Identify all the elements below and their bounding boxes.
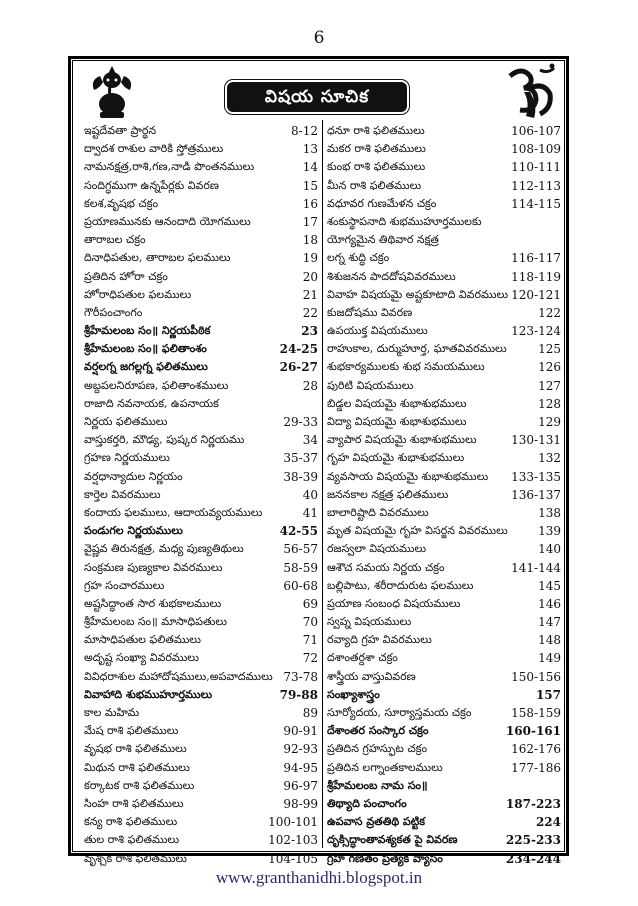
toc-entry-pages: 128	[538, 396, 561, 411]
toc-entry-title: మకర రాశి ఫలితములు	[327, 142, 426, 156]
toc-entry-title: కన్య రాశి ఫలితములు	[84, 815, 178, 829]
toc-entry-title: గౌరీపంచాంగం	[84, 305, 143, 319]
toc-entry	[327, 740, 561, 758]
toc-entry-pages: 224	[535, 815, 561, 830]
toc-entry	[327, 268, 561, 286]
toc-entry-pages: 122	[538, 305, 561, 320]
toc-entry	[84, 850, 318, 868]
toc-entry-title: శ్రీహేమలంబ సం॥ నిర్ణయపీఠిక	[84, 324, 211, 338]
toc-entry-pages: 18	[302, 233, 318, 248]
toc-entry	[84, 322, 318, 340]
toc-entry-title: వ్యాపార విషయమై శుభాశుభములు	[327, 433, 477, 447]
toc-entry-pages: 28	[302, 378, 318, 393]
toc-entry-pages: 145	[538, 578, 561, 593]
toc-entry-title: వర్షలగ్న జగల్లగ్న ఫలితములు	[84, 360, 208, 374]
toc-entry	[327, 722, 561, 740]
toc-entry-title: రాజాది నవనాయక, ఉపనాయక	[84, 396, 219, 410]
toc-entry-title: ద్వాదశ రాశుల వారికి స్తోత్రములు	[84, 142, 224, 156]
toc-entry-pages: 98-99	[283, 796, 318, 811]
toc-entry-title: రవ్యాది గ్రహ వివరములు	[327, 633, 432, 647]
toc-entry-pages: 177-186	[511, 760, 561, 775]
toc-entry	[84, 195, 318, 213]
toc-entry-pages: 8-12	[291, 124, 318, 138]
toc-entry-title: వాస్తుకర్తరి, మౌఢ్య, పుష్కర నిర్ణయము	[84, 433, 245, 447]
toc-entry	[84, 813, 318, 831]
toc-entry	[327, 777, 561, 795]
toc-entry-pages: 42-55	[279, 524, 318, 539]
toc-entry-pages: 60-68	[283, 578, 318, 593]
toc-entry	[84, 613, 318, 631]
toc-entry-pages: 41	[302, 505, 318, 520]
toc-entry-title: మృత విషయమై గృహ విసర్జన వివరములు	[327, 524, 508, 538]
toc-entry-pages: 40	[302, 487, 318, 502]
toc-entry	[327, 195, 561, 213]
toc-entry	[327, 759, 561, 777]
toc-entry-pages: 13	[302, 142, 318, 157]
toc-entry-title: శ్రీహేమలంబ నామ సం॥	[327, 778, 428, 792]
toc-entry-pages: 146	[538, 596, 561, 611]
toc-entry-pages: 147	[538, 615, 561, 630]
toc-entry-pages: 58-59	[283, 560, 318, 575]
toc-entry	[84, 177, 318, 195]
toc-entry-title: దృక్సిద్ధాంతావశ్యకత పై వివరణ	[327, 833, 458, 847]
om-icon	[500, 62, 560, 124]
toc-entry-pages: 140	[538, 542, 561, 557]
toc-entry-pages: 104-105	[268, 851, 318, 866]
toc-entry	[327, 158, 561, 176]
toc-entry-pages: 14	[302, 160, 318, 175]
toc-entry	[327, 468, 561, 486]
toc-entry-pages: 234-244	[505, 851, 561, 866]
toc-entry-pages: 118-119	[511, 269, 561, 284]
toc-entry-pages: 110-111	[511, 160, 561, 175]
toc-entry	[327, 486, 561, 504]
toc-entry-title: అదృష్ట సంఖ్యా వివరములు	[84, 651, 199, 665]
toc-entry-pages: 56-57	[283, 542, 318, 557]
toc-entry-pages: 90-91	[283, 724, 318, 739]
toc-entry-title: తుల రాశి ఫలితములు	[84, 833, 180, 847]
toc-entry-title: సూర్యోదయ, సూర్యాస్తమయ చక్రం	[327, 706, 472, 719]
toc-entry	[84, 395, 318, 413]
toc-entry	[84, 722, 318, 740]
toc-entry	[84, 122, 318, 140]
toc-entry	[327, 377, 561, 395]
ganesha-icon	[86, 64, 138, 120]
toc-entry	[84, 740, 318, 758]
toc-entry-pages: 160-161	[505, 724, 561, 739]
toc-entry-title: కార్తెల వివరములు	[84, 487, 161, 501]
toc-entry-title: దేశాంతర సంస్కార చక్రం	[327, 724, 429, 738]
toc-entry-pages: 102-103	[268, 833, 318, 848]
toc-entry-pages: 79-88	[279, 687, 318, 702]
toc-entry	[327, 850, 561, 868]
toc-entry-title: నామనక్షత్ర,రాశి,గణ,నాడి పొంతనములు	[84, 160, 255, 174]
toc-entry-pages: 112-113	[511, 178, 561, 193]
toc-entry	[84, 449, 318, 467]
toc-entry-title: దినాధిపతుల, తారాబల ఫలములు	[84, 251, 231, 265]
toc-entry-pages: 138	[538, 505, 561, 520]
toc-entry-pages: 71	[302, 633, 318, 648]
toc-entry-pages: 73-78	[283, 669, 318, 684]
toc-entry-pages: 70	[302, 615, 318, 630]
toc-entry-title: గృహ విషయమై శుభాశుభములు	[327, 451, 465, 465]
toc-entry-pages: 125	[538, 342, 561, 357]
toc-entry-title: పండుగల నిర్ణయములు	[84, 524, 183, 538]
toc-entry-title: ప్రయాణమునకు ఆనందాది యోగములు	[84, 214, 251, 228]
toc-entry	[84, 286, 318, 304]
toc-entry	[84, 577, 318, 595]
toc-entry-pages: 158-159	[511, 706, 561, 720]
toc-entry-title: కలశ,వృషభ చక్రం	[84, 196, 159, 210]
toc-entry-title: ప్రతిదిన హోరా చక్రం	[84, 269, 168, 283]
toc-entry-title: సింహ రాశి ఫలితములు	[84, 796, 184, 810]
toc-entry	[84, 249, 318, 267]
toc-entry-pages: 16	[302, 196, 318, 211]
toc-entry-title: మీన రాశి ఫలితములు	[327, 178, 422, 192]
toc-entry	[84, 668, 318, 686]
toc-entry-title: కాల మహిమ	[84, 706, 140, 719]
toc-entry	[84, 140, 318, 158]
toc-entry-pages: 123-124	[511, 324, 561, 339]
toc-entry	[84, 486, 318, 504]
toc-entry-title: తారాబల చక్రం	[84, 233, 146, 247]
toc-entry-title: కుంభ రాశి ఫలితములు	[327, 160, 426, 174]
toc-entry	[327, 595, 561, 613]
toc-entry	[84, 340, 318, 358]
toc-entry-title: శిశుజనన పాదదోషవివరములు	[327, 269, 456, 283]
toc-entry-pages: 17	[302, 214, 318, 229]
toc-entry-title: విద్యా విషయమై శుభాశుభములు	[327, 415, 467, 428]
toc-entry-title: వర్షధాన్యాదుల నిర్ణయం	[84, 469, 183, 483]
toc-entry-pages: 116-117	[511, 251, 561, 266]
toc-entry	[327, 631, 561, 649]
toc-entry-title: గ్రహణ నిర్ణయములు	[84, 451, 170, 465]
toc-entry-pages: 108-109	[511, 142, 561, 157]
toc-entry-title: వివాహాది శుభముహూర్తములు	[84, 687, 213, 701]
toc-entry-title: సంఖ్యాశాస్త్రం	[327, 687, 380, 701]
toc-entry-pages: 132	[538, 451, 561, 466]
toc-entry	[84, 831, 318, 849]
toc-entry	[327, 122, 561, 140]
toc-left-column	[84, 122, 318, 868]
toc-entry	[327, 559, 561, 577]
toc-entry	[327, 340, 561, 358]
toc-entry-pages: 38-39	[283, 469, 318, 484]
toc-entry-title: యోగ్యమైన తిథివార నక్షత్ర	[327, 233, 439, 247]
toc-entry-title: రజస్వలా విషయములు	[327, 542, 427, 556]
toc-entry-pages: 89	[302, 706, 318, 720]
toc-entry-title: కర్కాటక రాశి ఫలితములు	[84, 778, 195, 792]
toc-entry	[327, 177, 561, 195]
toc-entry	[84, 595, 318, 613]
toc-entry-pages: 94-95	[283, 760, 318, 775]
footer-url: www.granthanidhi.blogspot.in	[215, 868, 423, 887]
toc-entry	[327, 613, 561, 631]
toc-entry	[327, 395, 561, 413]
toc-entry	[327, 449, 561, 467]
toc-entry	[327, 140, 561, 158]
toc-entry-pages: 120-121	[511, 287, 561, 302]
toc-entry-pages: 23	[301, 324, 318, 339]
toc-entry	[327, 304, 561, 322]
toc-entry-title: హోరాధిపతుల ఫలములు	[84, 287, 192, 301]
toc-entry	[327, 213, 561, 231]
toc-entry-title: శంకుస్థాపనాది శుభముహూర్తములకు	[327, 214, 482, 228]
toc-entry-pages: 106-107	[511, 124, 561, 138]
toc-entry-pages: 139	[538, 524, 561, 539]
toc-entry-title: సందిగ్ధముగా ఉన్నపేర్లకు వివరణ	[84, 178, 219, 192]
toc-entry-title: వివాహ విషయమై అష్టకూటాది వివరములు	[327, 287, 509, 301]
toc-entry-pages: 162-176	[511, 742, 561, 757]
toc-entry	[84, 468, 318, 486]
toc-entry	[84, 795, 318, 813]
toc-entry-title: కందాయ ఫలములు, ఆదాయవ్యయములు	[84, 505, 263, 519]
toc-entry-title: మిథున రాశి ఫలితములు	[84, 760, 190, 774]
toc-entry-pages: 26-27	[279, 360, 318, 375]
toc-entry-pages: 19	[302, 251, 318, 266]
toc-entry-pages: 130-131	[511, 433, 561, 448]
toc-entry	[84, 686, 318, 704]
toc-entry-title: ఉపవాస వ్రతతిథి పట్టిక	[327, 815, 425, 829]
toc-entry-title: బాలారిష్టాది వివరములు	[327, 505, 429, 519]
toc-entry-pages: 15	[302, 178, 318, 193]
toc-entry	[84, 559, 318, 577]
toc-entry	[84, 777, 318, 795]
page-title: విషయ సూచిక	[227, 82, 407, 112]
toc-entry-pages: 92-93	[283, 742, 318, 757]
toc-entry-title: కుజదోషము వివరణ	[327, 305, 413, 319]
toc-entry	[327, 249, 561, 267]
toc-entry	[327, 358, 561, 376]
toc-entry-pages: 34	[302, 433, 318, 448]
toc-entry-pages: 148	[538, 633, 561, 648]
toc-entry-title: ప్రయాణ సంబంధ విషయములు	[327, 596, 461, 610]
toc-entry-title: మేష రాశి ఫలితములు	[84, 724, 179, 738]
toc-entry	[84, 504, 318, 522]
toc-entry-pages: 225-233	[505, 833, 561, 848]
toc-entry-title: లగ్న శుద్ధి చక్రం	[327, 251, 390, 265]
toc-entry-title: వధూవర గుణమేళన చక్రం	[327, 196, 437, 210]
toc-entry-title: తిథ్యాది పంచాంగం	[327, 796, 407, 810]
toc-entry	[327, 813, 561, 831]
toc-entry	[84, 704, 318, 722]
toc-entry	[327, 649, 561, 667]
toc-entry	[84, 759, 318, 777]
toc-entry-title: మాసాధిపతుల ఫలితములు	[84, 633, 201, 647]
toc-entry	[327, 704, 561, 722]
toc-entry	[327, 522, 561, 540]
toc-entry-pages: 129	[538, 415, 561, 429]
toc-entry-title: వైష్ణవ తిరునక్షత్ర, మధ్య పుణ్యతిథులు	[84, 542, 244, 556]
toc-entry	[327, 686, 561, 704]
toc-entry-pages: 96-97	[283, 778, 318, 793]
toc-entry	[84, 377, 318, 395]
toc-entry	[327, 577, 561, 595]
toc-entry	[84, 213, 318, 231]
toc-entry-pages: 24-25	[279, 342, 318, 357]
toc-entry-title: శ్రీహేమలంబ సం॥ మాసాధిపతులు	[84, 615, 227, 629]
toc-entry-title: పురిటి విషయములు	[327, 378, 414, 392]
toc-entry-pages: 21	[302, 287, 318, 302]
toc-entry	[84, 522, 318, 540]
toc-entry-title: ప్రతిదిన లగ్నాంతకాలములు	[327, 760, 443, 774]
toc-entry-title: బల్లిపాటు, శరీరాదురుట ఫలములు	[327, 578, 474, 592]
toc-entry	[327, 231, 561, 249]
toc-entry	[84, 413, 318, 431]
toc-entry-pages: 20	[302, 269, 318, 284]
toc-entry-title: దశాంతర్దశా చక్రం	[327, 651, 398, 665]
toc-entry-pages: 29-33	[283, 415, 318, 429]
toc-entry-pages: 22	[302, 305, 318, 320]
toc-entry-title: బిడ్డల విషయమై శుభాశుభములు	[327, 396, 467, 410]
toc-entry-title: శుభకార్యములకు శుభ సమయములు	[327, 360, 485, 374]
toc-entry-title: నిర్ణయ ఫలితములు	[84, 415, 168, 428]
toc-entry	[327, 431, 561, 449]
toc-entry	[84, 540, 318, 558]
toc-entry-title: అష్టసిద్ధాంత సార శుభకాలములు	[84, 596, 222, 610]
toc-entry	[84, 649, 318, 667]
toc-entry-title: అబ్దపలనిరూపణ, ఫలితాంశములు	[84, 378, 229, 392]
toc-entry	[327, 795, 561, 813]
page-number: 6	[313, 28, 325, 48]
toc-entry-title: శాస్త్రీయ వాస్తువివరణ	[327, 669, 416, 683]
toc-entry	[84, 304, 318, 322]
toc-entry-title: ప్రతిదిన గ్రహస్ఫుట చక్రం	[327, 742, 428, 756]
toc-entry-title: రాహుకాల, దుర్ముహూర్త, ఘాతవివరములు	[327, 342, 507, 356]
toc-entry-pages: 141-144	[511, 560, 561, 575]
toc-entry-pages: 69	[302, 596, 318, 611]
toc-entry-pages: 72	[302, 651, 318, 666]
toc-entry-title: ధనూ రాశి ఫలితములు	[327, 124, 425, 137]
toc-entry-title: వివిధరాశుల మహాదోషములు,అపవాదములు	[84, 669, 273, 683]
toc-entry	[327, 286, 561, 304]
toc-entry	[84, 631, 318, 649]
toc-entry-pages: 150-156	[511, 669, 561, 684]
toc-entry	[84, 158, 318, 176]
toc-entry-title: ఆశౌచ సమయ నిర్ణయ చక్రం	[327, 560, 445, 574]
toc-entry-pages: 187-223	[505, 796, 561, 811]
toc-entry-pages: 149	[538, 651, 561, 666]
toc-entry	[84, 358, 318, 376]
toc-entry	[84, 431, 318, 449]
toc-entry-pages: 127	[538, 378, 561, 393]
toc-entry-title: గ్రహ గణితం ప్రత్యేక వ్యాసం	[327, 851, 443, 865]
column-divider	[322, 120, 323, 848]
toc-entry-title: ఉపయుక్త విషయములు	[327, 324, 428, 338]
toc-entry-title: వృషభ రాశి ఫలితములు	[84, 742, 187, 756]
toc-entry-pages: 35-37	[283, 451, 318, 466]
toc-entry	[327, 322, 561, 340]
toc-entry	[327, 831, 561, 849]
toc-entry	[327, 668, 561, 686]
toc-entry-pages: 100-101	[268, 815, 318, 830]
toc-entry-title: గ్రహ సంచారములు	[84, 578, 165, 592]
toc-entry-title: శ్రీహేమలంబ సం॥ ఫలితాంశం	[84, 342, 207, 356]
toc-entry	[327, 413, 561, 431]
toc-entry	[327, 504, 561, 522]
toc-entry-title: వ్యవసాయ విషయమై శుభాశుభములు	[327, 469, 489, 483]
toc-entry	[84, 231, 318, 249]
toc-entry-pages: 133-135	[511, 469, 561, 484]
toc-entry-title: ఇష్టదేవతా ప్రార్థన	[84, 124, 157, 137]
toc-entry-pages: 126	[538, 360, 561, 375]
toc-entry-pages: 157	[535, 687, 561, 702]
toc-entry-pages: 114-115	[511, 196, 561, 211]
toc-entry-title: వృశ్చిక రాశి ఫలితములు	[84, 851, 187, 865]
toc-entry	[327, 540, 561, 558]
toc-entry-title: సంక్రమణ పుణ్యకాల వివరములు	[84, 560, 223, 574]
toc-entry-pages: 136-137	[511, 487, 561, 502]
toc-right-column	[327, 122, 561, 868]
toc-entry	[84, 268, 318, 286]
toc-entry-title: జననకాల నక్షత్ర ఫలితములు	[327, 487, 449, 501]
toc-entry-title: స్వప్న విషయములు	[327, 615, 412, 629]
